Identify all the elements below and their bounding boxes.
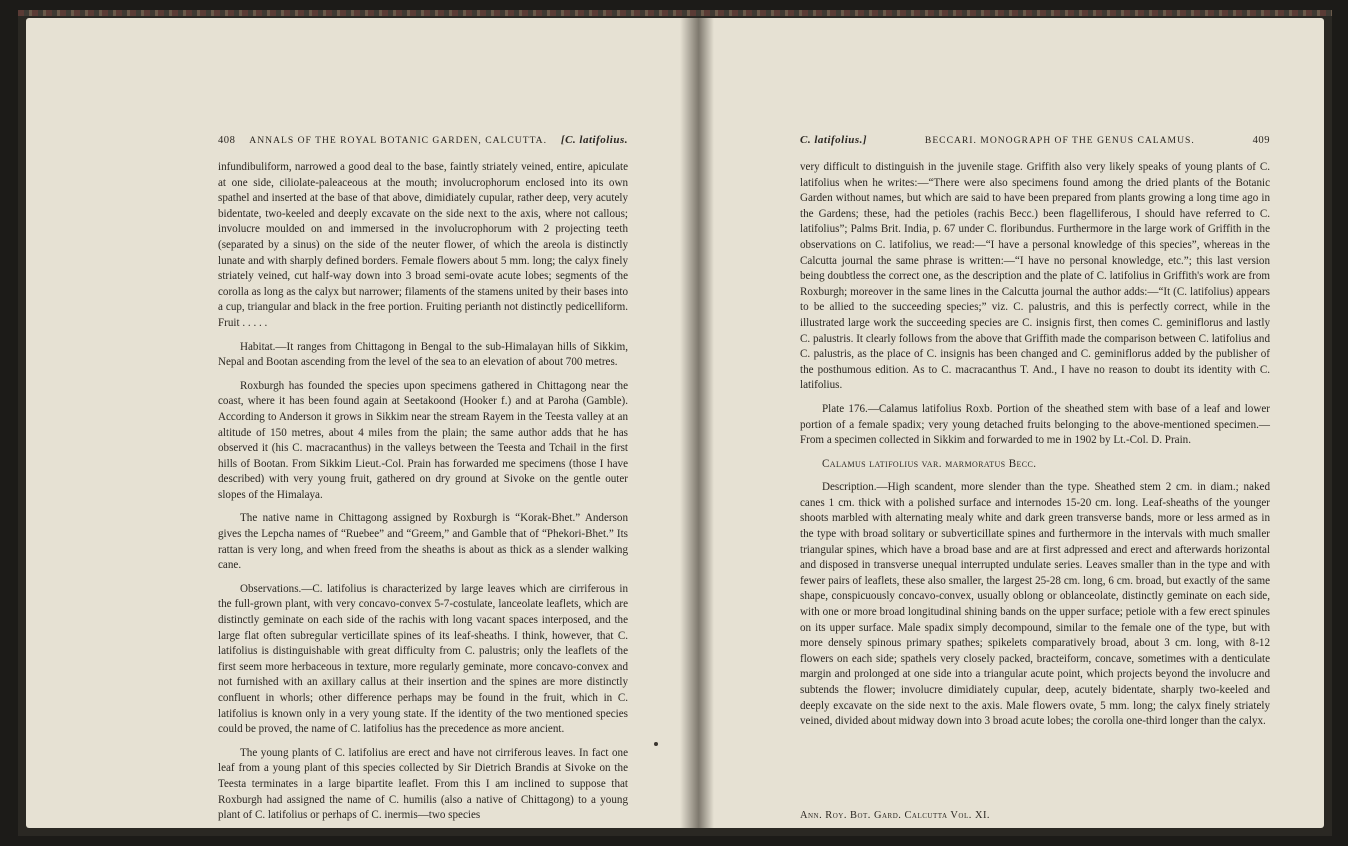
left-paragraph: infundibuliform, narrowed a good deal to the base, faintly striately veined, entire, apiculate at one side, ciliolate-paleaceous at the mouth; involucrophorum enclosed into its own spathel and inserted at the base of that above, dimidiately cupular, rather deep, very acutely bidentate, two-keeled and deeply excavate on the side next to the axis, where not callous; involucre moulded on and immersed in the involucrophorum with 2 projecting teeth (separated by a sinus) on the side of the neuter flower, of which the areola is distinctly lunate and with sharply defined borders. Female flowers about 5 mm. long; the calyx finely striately veined, cut half-way down into 3 broad semi-ovate acute lobes; segments of the corolla as long as the calyx but narrower; filaments of the stamens united by their bases into a cup, triangular and black in the free portion. Fruiting perianth not distinctly pedicelliform. Fruit . . . . . [218, 161, 628, 329]
left-page-number: 408 [218, 135, 236, 146]
page-speck [654, 742, 658, 746]
binding-edge [18, 10, 1332, 16]
right-running-species: C. latifolius.] [800, 134, 868, 146]
right-page [692, 18, 1324, 828]
left-text-block [218, 160, 628, 828]
variety-heading: Calamus latifolius var. marmoratus Becc. [822, 457, 1037, 470]
right-text-block [800, 160, 1270, 738]
left-paragraph: Roxburgh has founded the species upon specimens gathered in Chittagong near the coast, where it has been found again at Seetakoond (Hooker f.) and at Paroha (Gamble). According to Anderson it grows in Sikkim near the stream Rayem in the Teesta valley at an altitude of 150 metres, about 4 miles from the plain; the same author adds that he has observed it (his C. macracanthus) in the valleys between the Teesta and Tchail in the first hills of Bootan. From Sikkim Lieut.-Col. Prain has forwarded me specimens (those I have described) with very young fruit, gathered on dry ground at Sivoke on the gentle outer slopes of the Himalaya. [218, 379, 628, 501]
page-footer: Ann. Roy. Bot. Gard. Calcutta Vol. XI. [800, 810, 991, 821]
right-running-head [800, 134, 1270, 146]
book-spread [18, 10, 1332, 836]
left-paragraph: Habitat.—It ranges from Chittagong in Bengal to the sub-Himalayan hills of Sikkim, Nepal and Bootan ascending from the level of the sea to an elevation of about 700 metres. [218, 340, 628, 369]
left-running-title: ANNALS OF THE ROYAL BOTANIC GARDEN, CALCUTTA. [249, 135, 547, 146]
right-page-number: 409 [1252, 135, 1270, 146]
left-paragraph: The young plants of C. latifolius are erect and have not cirriferous leaves. In fact one leaf from a young plant of this species collected by Sir Dietrich Brandis at Sivoke on the Teesta terminates in a large bipartite leaflet. From this I am inclined to suppose that Roxburgh had assigned the name of C. humilis (also a native of Chittagong) to a young plant of C. latifolius or perhaps of C. inermis—two species [218, 746, 628, 822]
left-running-species: [C. latifolius. [560, 134, 628, 146]
left-running-head [218, 134, 628, 146]
plate-caption: Plate 176.—Calamus latifolius Roxb. Portion of the sheathed stem with base of a leaf and lower portion of a female spadix; very young detached fruits belonging to the above-mentioned specimen.—From a specimen collected in Sikkim and forwarded to me in 1902 by Lt.-Col. D. Prain. [800, 402, 1270, 447]
left-paragraph: The native name in Chittagong assigned by Roxburgh is “Korak-Bhet.” Anderson gives the Lepcha names of “Ruebee” and “Greem,” and Gamble that of “Phekori-Bhet.” Its rattan is very long, and when freed from the sheaths is about as thick as a slender walking cane. [218, 512, 628, 572]
left-page [26, 18, 698, 828]
right-paragraph: very difficult to distinguish in the juvenile stage. Griffith also very likely speaks of young plants of C. latifolius when he writes:—“There were also specimens found among the dried plants of the Botanic Garden without names, but which are said to have been prepared from plants growing a long time ago in the Gardens; these, had the petioles (rachis Becc.) been flagelliferous, I should have referred to C. latifolius”; Palms Brit. India, p. 67 under C. floribundus. Furthermore in the large work of Griffith in the observations on C. latifolius, we read:—“I have a personal knowledge of this species”, whereas in the Calcutta journal the same phrase is written:—“I have no personal knowledge, etc.”; this last version being doubtless the correct one, as the description and the plate of C. latifolius in Griffith's work are from Roxburgh; moreover in the same lines in the Calcutta journal the author adds:—“It (C. latifolius) appears to be allied to the succeeding species;” viz. C. palustris, and this is perfectly correct, while in the illustrated large work the succeeding species are C. insignis first, then comes C. geminiflorus and lastly C. palustris. It clearly follows from the above that Griffith made the comparison between C. latifolius and C. palustris, as the place of C. insignis has been changed and C. geminiflorus added by the publisher of the posthumous edition. As to C. macracanthus T. And., I have no reason to doubt its identity with C. latifolius. [800, 161, 1270, 392]
right-running-title: BECCARI. MONOGRAPH OF THE GENUS CALAMUS. [924, 135, 1195, 146]
left-paragraph: Observations.—C. latifolius is characterized by large leaves which are cirriferous in the full-grown plant, with very concavo-convex 5-7-costulate, lanceolate leaflets, which are distinctly geminate on each side of the rachis with long vacant spaces interposed, and the large flat often subregular verticillate spines of its leaf-sheaths. I think, however, that C. latifolius is distinguishable with great difficulty from C. palustris; only the leaflets of the first seem more herbaceous in texture, more regularly geminate, more concavo-convex and not furnished with an axillary callus at their insertion and the spines are more distinctly confluent in whorls; other difference perhaps may be found in the fruit, which in C. latifolius is known only in a very young state. If the identity of the two mentioned species could be proved, the name of C. latifolius has the precedence as more ancient. [218, 582, 628, 736]
right-paragraph: Description.—High scandent, more slender than the type. Sheathed stem 2 cm. in diam.; naked canes 1 cm. thick with a polished surface and internodes 15-20 cm. long. Leaf-sheaths of the younger shoots marbled with alternating mealy white and dark green transverse bands, more or less armed as in the type with broad solitary or subverticillate spines and furthermore in the intervals with much smaller triangular spines, which have a broad base and are at first adpressed and erect and afterwards horizontal and disposed in transverse unequal interrupted undulate series. Leaves smaller than in the type and with fewer pairs of leaflets, these also smaller, the largest 25-28 cm. long, 6 cm. broad, but exactly of the same shape, conspicuously concavo-convex, usually oblong or oblanceolate, distinctly geminate on each side, with one or more broad longitudinal shining bands on the upper surface; petiole with a few erect spinules on its upper surface. Male spadix simply decompound, similar to the female one of the type, but with more densely spinous primary spathes; spikelets comparatively broad, about 3 cm. long, with 8-12 flowers on each side; spathels very closely packed, bracteiform, concave, sometimes with a denticulate margin and prolonged at one side into a triangular acute point, which projects beyond the involucre and subtends the flower; involucre dimidiately cupular, deep, acutely bidentate, sharply two-keeled and deeply excavate on the side next to the axis. Male flowers ovate, 5 mm. long; the calyx finely striately veined, divided about midway down into 3 broad acute lobes; the corolla one-third longer than the calyx. [800, 481, 1270, 728]
